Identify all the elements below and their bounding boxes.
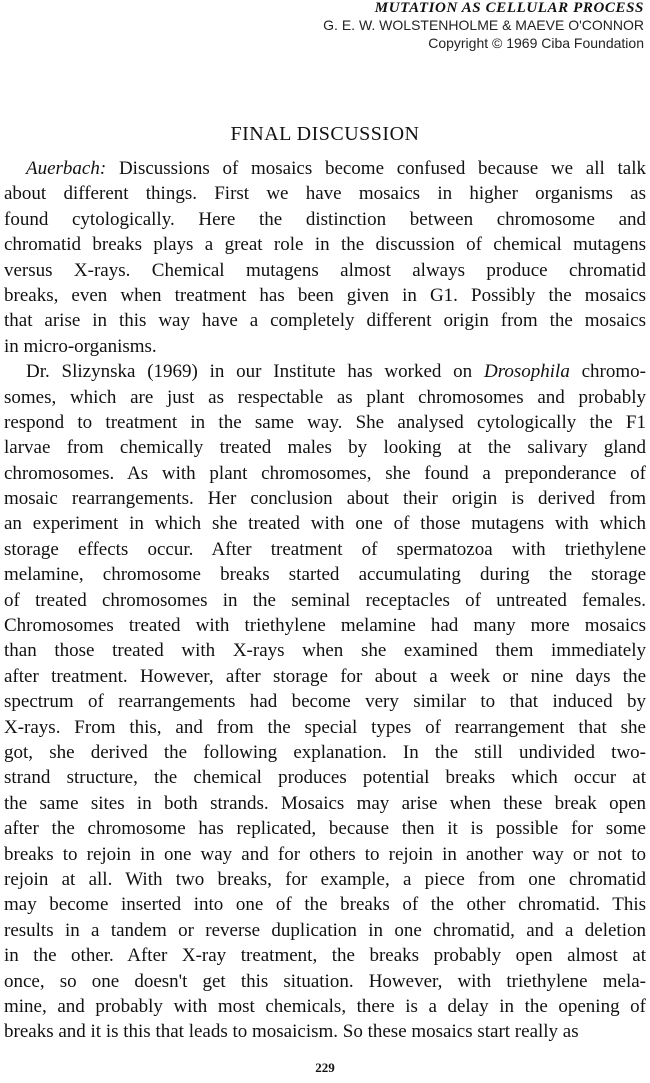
text-line <box>4 943 646 968</box>
page-number: 229 <box>315 1060 335 1075</box>
text-line <box>4 308 646 333</box>
text-line <box>4 765 646 790</box>
text-line <box>4 994 646 1019</box>
text-line <box>4 511 646 536</box>
text-line <box>4 334 646 359</box>
line-text: found cytologically. Here the distinction between chromosome and <box>4 208 646 230</box>
text-line <box>4 181 646 206</box>
line-text: of treated chromosomes in the seminal receptacles of untreated females. <box>4 589 646 611</box>
text-line <box>4 613 646 638</box>
line-text: once, so one doesn't get this situation. However, with triethylene mela- <box>4 970 646 992</box>
line-text: about different things. First we have mosaics in higher organisms as <box>4 183 646 205</box>
text-line <box>4 842 646 867</box>
line-text: after treatment. However, after storage for about a week or nine days the <box>4 665 646 687</box>
text-line <box>4 715 646 740</box>
line-text: than those treated with X-rays when she examined them immediately <box>4 640 646 662</box>
line-text: may become inserted into one of the breaks of the other chromatid. This <box>4 894 646 916</box>
book-title: MUTATION AS CELLULAR PROCESS <box>374 0 644 16</box>
line-text: that arise in this way have a completely different origin from the mosaics <box>4 310 646 332</box>
line-text: after the chromosome has replicated, because then it is possible for some <box>4 818 646 840</box>
text-line <box>4 689 646 714</box>
line-text: results in a tandem or reverse duplication in one chromatid, and a deletion <box>4 919 646 941</box>
text-line <box>4 385 646 410</box>
line-text: breaks to rejoin in one way and for others to rejoin in another way or not to <box>4 843 646 865</box>
copyright-notice: Copyright © 1969 Ciba Foundation <box>428 35 644 51</box>
text-line <box>4 283 646 308</box>
text-line <box>4 232 646 257</box>
line-text: spectrum of rearrangements had become very similar to that induced by <box>4 691 646 713</box>
text-line <box>4 588 646 613</box>
text-line <box>4 638 646 663</box>
text-line <box>4 562 646 587</box>
line-text: chromosomes. As with plant chromosomes, she found a preponderance of <box>4 462 646 484</box>
text-line <box>4 537 646 562</box>
line-text: somes, which are just as respectable as plant chromosomes and probably <box>4 386 646 408</box>
line-text: Discussions of mosaics become confused because we all talk <box>118 158 646 179</box>
line-text: Chromosomes treated with triethylene melamine had many more mosaics <box>4 615 646 637</box>
text-line <box>4 156 646 181</box>
text-line <box>4 816 646 841</box>
line-text: breaks and it is this that leads to mosaicism. So these mosaics start really as <box>4 1021 579 1043</box>
text-line <box>4 435 646 460</box>
line-text: in micro-organisms. <box>4 335 157 357</box>
editors: G. E. W. WOLSTENHOLME & MAEVE O'CONNOR <box>323 17 644 33</box>
line-text: melamine, chromosome breaks started accumulating during the storage <box>4 564 646 586</box>
line-text: mosaic rearrangements. Her conclusion about their origin is derived from <box>4 488 646 510</box>
text-line <box>4 791 646 816</box>
line-text: the same sites in both strands. Mosaics may arise when these break open <box>4 792 646 814</box>
text-line <box>4 410 646 435</box>
line-text: larvae from chemically treated males by looking at the salivary gland <box>4 437 646 459</box>
text-line <box>4 258 646 283</box>
text-line <box>4 359 646 384</box>
text-line <box>4 207 646 232</box>
book-header <box>323 0 644 52</box>
line-text: in the other. After X-ray treatment, the breaks probably open almost at <box>4 945 646 967</box>
line-text: an experiment in which she treated with one of those mutagens with which <box>4 513 646 535</box>
line-text: chromatid breaks plays a great role in the discussion of chemical mutagens <box>4 234 646 256</box>
line-text: respond to treatment in the same way. She analysed cytologically the F1 <box>4 411 646 433</box>
line-text: versus X-rays. Chemical mutagens almost always produce chromatid <box>4 259 646 281</box>
line-text: strand structure, the chemical produces potential breaks which occur at <box>4 767 646 789</box>
text-line <box>4 969 646 994</box>
text-line <box>4 486 646 511</box>
line-text: breaks, even when treatment has been given in G1. Possibly the mosaics <box>4 284 646 306</box>
text-line <box>4 918 646 943</box>
text-line <box>4 740 646 765</box>
text-line <box>4 892 646 917</box>
line-text: X-rays. From this, and from the special types of rearrangement that she <box>4 716 646 738</box>
text-line <box>4 461 646 486</box>
line-text: rejoin at all. With two breaks, for example, a piece from one chromatid <box>4 868 646 890</box>
body-text <box>4 156 646 1045</box>
speaker-name: Auerbach: <box>26 158 107 179</box>
text-line <box>4 664 646 689</box>
page-title: FINAL DISCUSSION <box>230 123 420 145</box>
line-text: Dr. Slizynska (1969) in our Institute has worked on Drosophila chromo- <box>26 361 646 383</box>
text-line <box>4 867 646 892</box>
text-line <box>4 1019 646 1044</box>
line-text: storage effects occur. After treatment of spermatozoa with triethylene <box>4 538 646 560</box>
line-text: got, she derived the following explanation. In the still undivided two- <box>4 741 646 763</box>
line-text: mine, and probably with most chemicals, there is a delay in the opening of <box>4 995 646 1017</box>
